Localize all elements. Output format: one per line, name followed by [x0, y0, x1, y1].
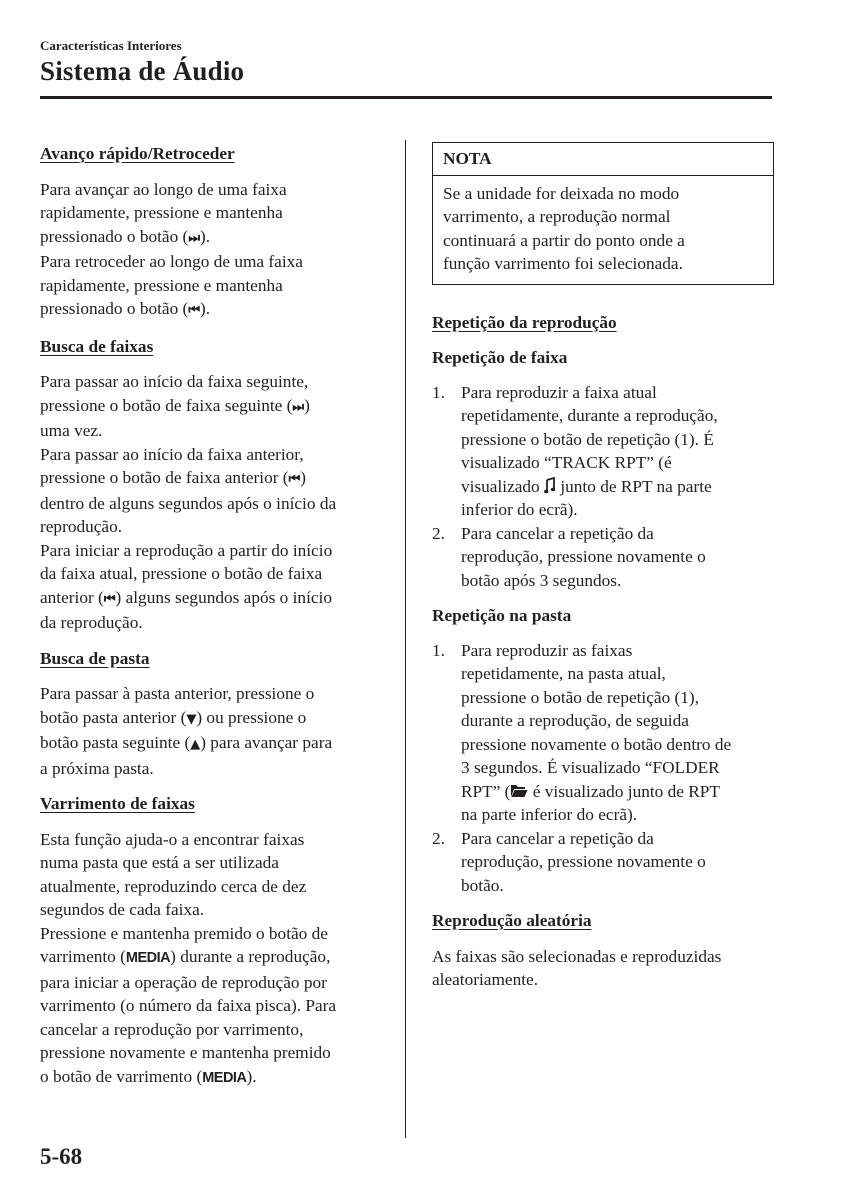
music-note-icon — [544, 477, 556, 494]
list-item: 2. Para cancelar a repetição da reprodução, pressione novamente o botão. — [432, 828, 706, 895]
paragraph-fast-forward: Para avançar ao longo de uma faixa rapidamente, pressione e mantenha pressionado o botão (⏭). Para retroceder ao longo de uma faixa rapidamente, pressione e mantenha pressionado o botão (⏮). — [40, 179, 303, 318]
previous-track-icon: ⏮ — [288, 472, 301, 487]
note-body: Se a unidade for deixada no modo varrimento, a reprodução normal continuará a partir do ponto onde a função varrimento foi selecionada. — [443, 183, 685, 273]
media-button-label: MEDIA — [125, 950, 171, 966]
paragraph-folder-search: Para passar à pasta anterior, pressione o botão pasta anterior (▼) ou pressione o botão pasta seguinte (▲) para avançar para a próxima pasta. — [40, 684, 333, 778]
left-column — [40, 142, 385, 1102]
heading-scan: Varrimento de faixas — [40, 794, 195, 813]
folder-repeat-steps — [432, 639, 774, 898]
page-number: 5-68 — [40, 1144, 83, 1169]
list-item: 1. Para reproduzir as faixas repetidamente, na pasta atual, pressione o botão de repetição (1), durante a reprodução, de seguida pressione novamente o botão dentro de 3 segundos. É visualizado “FOLDER RPT” ( é visualizado junto de RPT na parte inferior do ecrã). — [432, 640, 732, 824]
heading-random: Reprodução aleatória — [432, 911, 592, 930]
heading-repeat: Repetição da reprodução — [432, 312, 617, 332]
subheading-folder-repeat: Repetição na pasta — [432, 606, 572, 625]
note-box — [432, 142, 774, 285]
fast-forward-icon: ⏭ — [188, 230, 201, 246]
section-label: Características Interiores — [40, 38, 182, 53]
list-item: 1. Para reproduzir a faixa atual repetidamente, durante a reprodução, pressione o botão de repetição (1). É visualizado “TRACK RPT” (é visualizado junto de RPT na parte inferior do ecrã). — [432, 382, 718, 519]
folder-down-icon: ▼ — [186, 711, 197, 727]
folder-up-icon: ▲ — [190, 737, 201, 752]
heading-fast-forward: Avanço rápido/Retroceder — [40, 144, 235, 163]
list-item: 2. Para cancelar a repetição da reprodução, pressione novamente o botão após 3 segundos. — [432, 523, 706, 590]
previous-track-icon: ⏮ — [103, 591, 116, 607]
paragraph-random: As faixas são selecionadas e reproduzidas aleatoriamente. — [432, 946, 722, 989]
paragraph-track-search: Para passar ao início da faixa seguinte, pressione o botão de faixa seguinte (⏭) uma vez. Para passar ao início da faixa anterior, pressione o botão de faixa anterior (⏮) dentro de alguns segundos após o início da reprodução. Para iniciar a reprodução a partir do início da faixa atual, pressione o botão de faixa anterior (⏮) alguns segundos após o início da reprodução. — [40, 372, 337, 632]
subheading-track-repeat: Repetição de faixa — [432, 348, 568, 367]
rewind-icon: ⏮ — [188, 303, 201, 318]
next-track-icon: ⏭ — [292, 399, 305, 415]
page-title: Sistema de Áudio — [40, 56, 245, 86]
heading-folder-search: Busca de pasta — [40, 648, 150, 668]
track-repeat-steps — [432, 381, 774, 593]
column-divider — [405, 140, 406, 1138]
paragraph-scan: Esta função ajuda-o a encontrar faixas numa pasta que está a ser utilizada atualmente, reproduzindo cerca de dez segundos de cada faixa. Pressione e mantenha premido o botão de varrimento (MEDIA) durante a reprodução, para iniciar a operação de reprodução por varrimento (o número da faixa pisca). Para cancelar a reprodução por varrimento, pressione novamente e mantenha premido o botão de varrimento (MEDIA). — [40, 829, 337, 1086]
note-title: NOTA — [433, 143, 773, 176]
folder-icon — [510, 783, 528, 798]
header-rule — [40, 96, 772, 99]
heading-track-search: Busca de faixas — [40, 336, 154, 356]
media-button-label: MEDIA — [202, 1069, 247, 1086]
right-column — [432, 142, 774, 1004]
